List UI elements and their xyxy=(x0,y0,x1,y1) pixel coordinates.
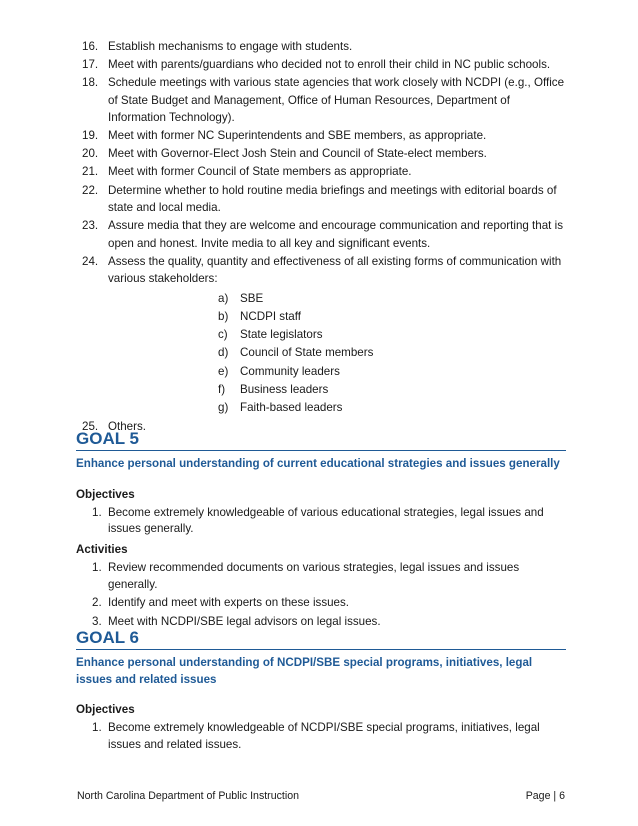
list-item: 3. Meet with NCDPI/SBE legal advisors on legal issues. xyxy=(92,614,381,628)
list-item: 19. Meet with former NC Superintendents and SBE members, as appropriate. xyxy=(82,129,487,143)
list-item: 21. Meet with former Council of State members as appropriate. xyxy=(82,165,412,179)
list-item: 2. Identify and meet with experts on these issues. xyxy=(92,596,350,610)
goal-6-section xyxy=(76,628,566,755)
sub-list-item: c) State legislators xyxy=(218,328,323,342)
goal-6-objectives-heading: Objectives xyxy=(76,703,135,716)
sub-list-item: d) Council of State members xyxy=(218,346,374,360)
goal-5-activities-heading: Activities xyxy=(76,543,128,557)
list-item: 23. Assure media that they are welcome and encourage communication and reporting that is open and honest. Invite media to all key and significant events. xyxy=(82,219,563,250)
sub-list-item: e) Community leaders xyxy=(218,364,340,378)
goal-6-heading: GOAL 6 xyxy=(76,628,566,650)
list-item: 18. Schedule meetings with various state agencies that work closely with NCDPI (e.g., Office of State Budget and Management, Office of Human Resources, Department of Information Technology). xyxy=(82,76,565,125)
goal-5-subtitle: Enhance personal understanding of current educational strategies and issues generally xyxy=(76,457,560,470)
list-item: 1. Become extremely knowledgeable of various educational strategies, legal issues and issues generally. xyxy=(92,505,544,536)
goal-5-activities-list xyxy=(76,560,566,630)
goal-6-objectives-list xyxy=(76,720,566,754)
sub-list-item: g) Faith-based leaders xyxy=(218,400,343,414)
list-item: 22. Determine whether to hold routine media briefings and meetings with editorial boards of state and local media. xyxy=(82,183,557,215)
list-item: 16. Establish mechanisms to engage with students. xyxy=(82,40,353,53)
sub-list-item: a) SBE xyxy=(218,291,264,305)
list-item: 17. Meet with parents/guardians who decided not to enroll their child in NC public schools. xyxy=(82,58,551,72)
goal-6-subtitle: Enhance personal understanding of NCDPI/SBE special programs, initiatives, legal issues and related issues xyxy=(76,656,533,686)
sub-list-item: b) NCDPI staff xyxy=(218,309,301,323)
stakeholder-list xyxy=(108,290,564,417)
footer-organization: North Carolina Department of Public Instruction xyxy=(77,790,299,802)
sub-list-item: f) Business leaders xyxy=(218,382,329,396)
goal-5-objectives-list xyxy=(76,505,566,539)
list-item: 25. Others. xyxy=(82,419,147,433)
page-number: Page | 6 xyxy=(525,790,565,802)
page-footer xyxy=(77,790,565,802)
list-item: 24. Assess the quality, quantity and effectiveness of all existing forms of communication with various stakeholders: a) SBE b) NCDPI staff c) State legislators d) Council of State members e) Community leaders f) Business leaders g) Faith-based leaders xyxy=(0,253,638,417)
goal-5-heading: GOAL 5 xyxy=(76,429,566,451)
list-item: 1. Become extremely knowledgeable of NCDPI/SBE special programs, initiatives, legal issues and related issues. xyxy=(92,721,540,751)
list-item: 20. Meet with Governor-Elect Josh Stein and Council of State-elect members. xyxy=(82,147,487,161)
list-item: 1. Review recommended documents on various strategies, legal issues and issues generally. xyxy=(92,561,520,591)
communication-activities-list xyxy=(0,38,638,436)
goal-5-objectives-heading: Objectives xyxy=(76,487,135,501)
goal-5-section xyxy=(76,429,566,632)
